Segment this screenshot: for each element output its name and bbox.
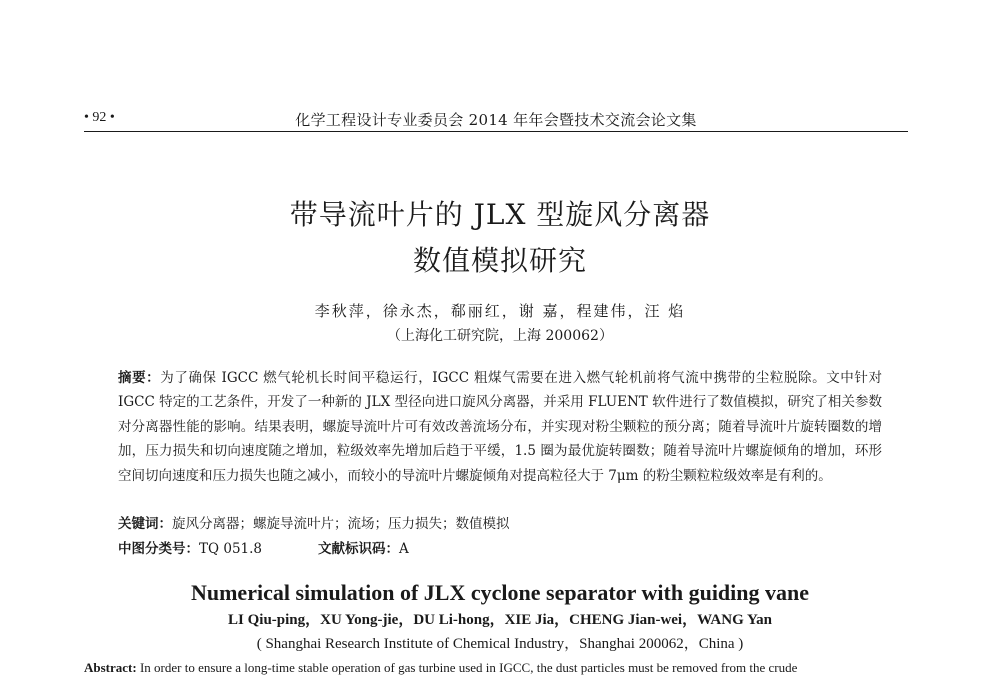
keywords-cn [118,512,510,532]
running-header [84,107,908,131]
title-cn-line2: 数值模拟研究 [412,244,587,277]
abstract-cn-text: 为了确保 IGCC 燃气轮机长时间平稳运行，IGCC 粗煤气需要在进入燃气轮机前将气流中携带的尘粒脱除。文中针对 IGCC 特定的工艺条件，开发了一种新的 JLX 型径向进口旋风分离器，并采用 FLUENT 软件进行了数值模拟，研究了相关参数对分离器性能的影响。结果表明，螺旋导流叶片可有效改善流场分布，并实现对粉尘颗粒的预分离；随着导流叶片旋转圈数的增加，压力损失和切向速度随之增加，粒级效率先增加后趋于平缓，1.5 圈为最优旋转圈数；随着导流叶片螺旋倾角的增加，环形空间切向速度和压力损失也随之减小，而较小的导流叶片螺旋倾角对提高粒径大于 7μm 的粉尘颗粒粒级效率是有利的。 [118,370,882,484]
abstract-en-text: In order to ensure a long-time stable operation of gas turbine used in IGCC, the dust particles must be removed from the crude [139,660,798,675]
affiliation-en: ( Shanghai Research Institute of Chemical Industry，Shanghai 200062，China ) [256,636,744,652]
clc-label: 中图分类号： [118,541,199,557]
title-en: Numerical simulation of JLX cyclone separator with guiding vane [190,580,810,605]
keywords-label: 关键词： [118,516,172,532]
abstract-en [84,660,924,676]
abstract-cn [118,366,882,488]
classification-line [118,537,409,557]
abstract-cn-label: 摘要： [118,370,161,386]
header-rule [84,131,908,132]
doc-code-label: 文献标识码： [318,541,400,557]
keywords-text: 旋风分离器；螺旋导流叶片；流场；压力损失；数值模拟 [172,516,510,532]
doc-code-value: A [399,541,409,557]
running-title: 化学工程设计专业委员会 2014 年年会暨技术交流会论文集 [295,111,697,129]
title-cn-line1: 带导流叶片的 JLX 型旋风分离器 [289,198,711,231]
page-number: • 92 • [84,110,115,125]
authors-cn: 李秋萍，徐永杰，郗丽红，谢 嘉，程建伟，汪 焰 [314,302,686,320]
clc-value: TQ 051.8 [199,541,263,557]
authors-en: LI Qiu-ping，XU Yong-jie，DU Li-hong，XIE Jia，CHENG Jian-wei，WANG Yan [228,612,772,628]
affiliation-cn: （上海化工研究院，上海 200062） [387,328,613,344]
abstract-en-label: Abstract: [84,660,137,675]
